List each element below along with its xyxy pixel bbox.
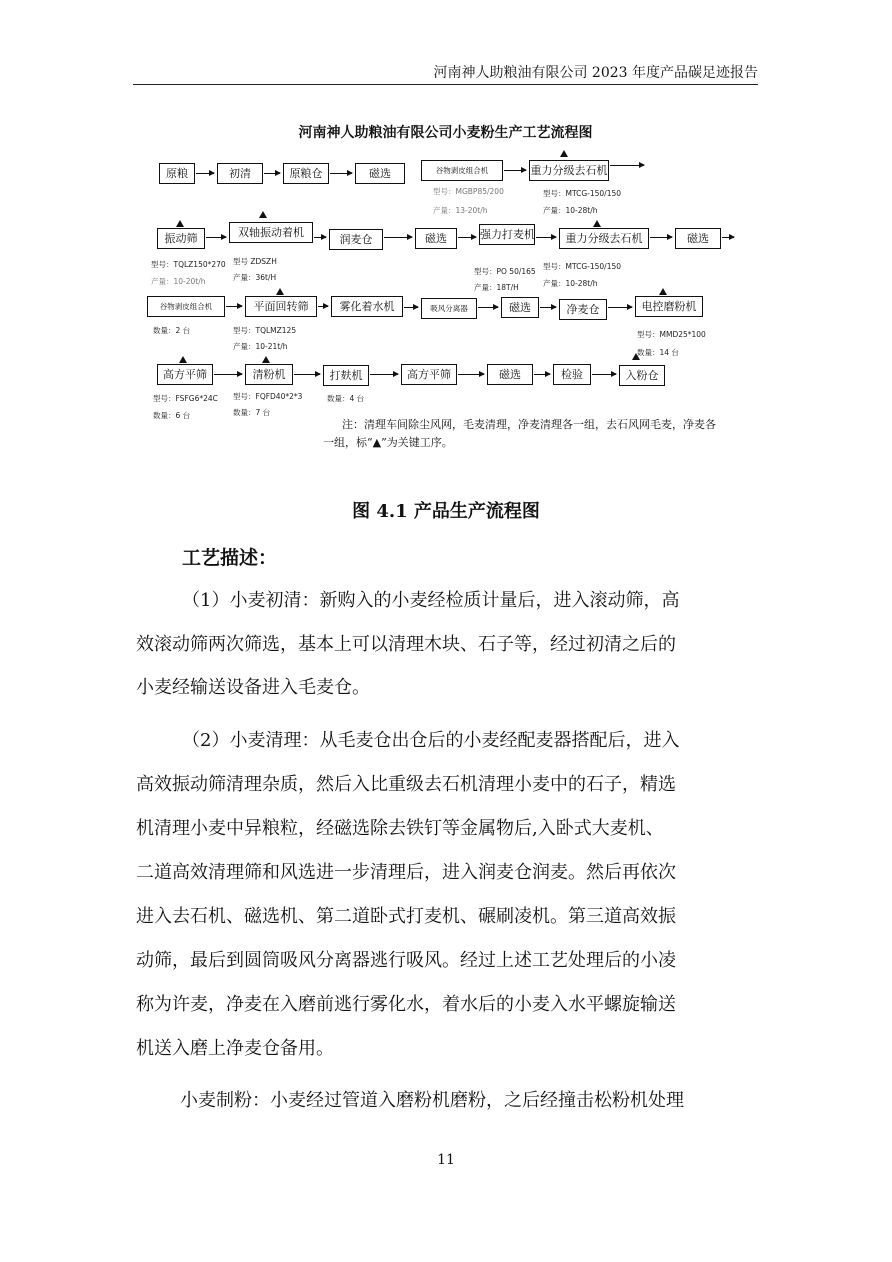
key-process-marker: [276, 288, 284, 295]
flow-box: 重力分级去石机: [559, 228, 649, 249]
paragraph-line: 二道高效清理筛和风选进一步清理后，进入润麦仓润麦。然后再依次: [136, 862, 676, 883]
flow-box: 双轴振动着机: [229, 222, 313, 243]
paragraph-line: 高效振动筛清理杂质，然后入比重级去石机清理小麦中的石子，精选: [136, 774, 676, 795]
flow-arrow: [384, 237, 412, 238]
flow-box: 净麦仓: [559, 299, 607, 320]
flow-arrow: [196, 173, 214, 174]
flow-arrow: [534, 374, 550, 375]
page-header: 河南神人助粮油有限公司 2023 年度产品碳足迹报告: [133, 62, 758, 85]
flow-arrow: [404, 307, 418, 308]
equipment-spec: 型号：TQLZ150*270: [151, 260, 226, 269]
flow-box: 高方平筛: [157, 364, 213, 385]
flow-arrow: [650, 237, 672, 238]
equipment-spec: 型号：FQFD40*2*3: [233, 392, 303, 401]
key-process-marker: [179, 356, 187, 363]
key-process-marker: [259, 211, 267, 218]
flow-arrow: [610, 165, 644, 166]
flow-box: 入粉仓: [619, 365, 665, 386]
equipment-spec: 数量：7 台: [233, 408, 271, 417]
equipment-spec: 型号：TQLMZ125: [233, 326, 297, 335]
flow-box: 磁选: [487, 364, 533, 385]
flow-box: 磁选: [415, 228, 457, 249]
flow-box: 平面回转筛: [245, 296, 317, 317]
key-process-marker: [632, 353, 640, 360]
flow-box: 强力打麦机: [479, 224, 535, 245]
flow-box: 润麦仓: [329, 229, 383, 250]
flow-box: 谷物剥皮组合机: [147, 296, 225, 317]
equipment-spec: 产量：36t/H: [233, 273, 277, 282]
paragraph-line: 动筛，最后到圆筒吸风分离器逃行吸风。经过上述工艺处理后的小凌: [136, 950, 676, 971]
flow-arrow: [458, 237, 476, 238]
equipment-spec: 产量：10-21t/h: [233, 342, 288, 351]
flow-arrow: [314, 237, 326, 238]
flow-box: 振动筛: [157, 228, 205, 249]
flow-arrow: [206, 237, 226, 238]
equipment-spec: 产量：13-20t/h: [433, 206, 488, 215]
flow-box: 重力分级去石机: [529, 160, 609, 181]
figure-caption: 图 4.1 产品生产流程图: [352, 501, 540, 522]
equipment-spec: 型号：MTCG-150/150: [543, 189, 622, 198]
equipment-spec: 型号：MGBP85/200: [433, 187, 504, 196]
paragraph-line: （2）小麦清理：从毛麦仓出仓后的小麦经配麦器搭配后，进入: [182, 730, 680, 751]
equipment-spec: 产量：10-20t/h: [151, 277, 206, 286]
paragraph-line: 小麦经输送设备进入毛麦仓。: [136, 677, 370, 698]
section-title: 工艺描述：: [182, 547, 278, 569]
key-process-marker: [560, 150, 568, 157]
paragraph-line: 机送入磨上净麦仓备用。: [136, 1038, 334, 1059]
paragraph-line: 机清理小麦中异粮粒，经磁选除去铁钉等金属物后,入卧式大麦机、: [136, 818, 664, 839]
flow-box: 磁选: [675, 228, 721, 249]
figure-note: 一组，标“▲”为关键工序。: [323, 436, 453, 449]
flow-arrow: [330, 173, 352, 174]
flow-arrow: [294, 374, 320, 375]
equipment-spec: 型号：MTCG-150/150: [543, 262, 622, 271]
page-number: 11: [437, 1152, 455, 1168]
equipment-spec: 数量：2 台: [153, 326, 191, 335]
paragraph-line: 小麦制粉：小麦经过管道入磨粉机磨粉，之后经撞击松粉机处理: [180, 1090, 684, 1111]
flow-arrow: [504, 170, 526, 171]
flow-box: 磁选: [501, 297, 539, 318]
equipment-spec: 产量：10-28t/h: [543, 279, 598, 288]
flow-box: 磁选: [355, 163, 405, 184]
equipment-spec: 型号：FSFG6*24C: [153, 394, 218, 403]
equipment-spec: 型号：PO 50/165: [474, 267, 536, 276]
paragraph-line: 效滚动筛两次筛选，基本上可以清理木块、石子等，经过初清之后的: [136, 634, 676, 655]
flow-box: 检验: [553, 364, 591, 385]
key-process-marker: [593, 220, 601, 227]
flow-arrow: [608, 307, 632, 308]
flow-box: 雾化着水机: [331, 296, 403, 317]
flow-arrow: [226, 306, 242, 307]
flow-arrow: [722, 237, 734, 238]
flow-box: 电控磨粉机: [635, 296, 703, 317]
flow-box: 原粮仓: [283, 163, 329, 184]
figure-title: 河南神人助粮油有限公司小麦粉生产工艺流程图: [298, 125, 593, 141]
flow-arrow: [370, 374, 398, 375]
equipment-spec: 数量：6 台: [153, 411, 191, 420]
flow-arrow: [264, 173, 280, 174]
flow-arrow: [536, 237, 556, 238]
flow-box: 吸风分离器: [421, 298, 477, 319]
flow-box: 原粮: [159, 163, 195, 184]
flow-box: 谷物剥皮组合机: [421, 160, 503, 181]
key-process-marker: [176, 220, 184, 227]
paragraph-line: 进入去石机、磁选机、第二道卧式打麦机、碾刷凌机。第三道高效振: [136, 906, 676, 927]
equipment-spec: 产量：10-28t/h: [543, 206, 598, 215]
flow-box: 高方平筛: [401, 364, 457, 385]
flow-box: 清粉机: [245, 364, 293, 385]
key-process-marker: [659, 288, 667, 295]
flow-box: 打麸机: [323, 365, 369, 386]
flow-arrow: [592, 374, 616, 375]
equipment-spec: 型号 ZDSZH: [233, 257, 277, 266]
flow-box: 初清: [217, 163, 263, 184]
key-process-marker: [262, 356, 270, 363]
flow-arrow: [540, 307, 556, 308]
flow-arrow: [318, 306, 328, 307]
flow-arrow: [214, 374, 242, 375]
paragraph-line: （1）小麦初清：新购入的小麦经检质计量后，进入滚动筛，高: [182, 590, 680, 611]
process-flow-figure: [133, 110, 758, 475]
flow-arrow: [478, 307, 498, 308]
figure-note: 注：清理车间除尘风网，毛麦清理，净麦清理各一组，去石风网毛麦，净麦各: [342, 418, 716, 431]
equipment-spec: 数量：4 台: [327, 394, 365, 403]
flow-arrow: [458, 374, 484, 375]
paragraph-line: 称为许麦，净麦在入磨前逃行雾化水，着水后的小麦入水平螺旋输送: [136, 994, 676, 1015]
equipment-spec: 产量：18T/H: [474, 283, 519, 292]
equipment-spec: 型号：MMD25*100: [637, 330, 706, 339]
equipment-spec: 数量：14 台: [637, 348, 679, 357]
